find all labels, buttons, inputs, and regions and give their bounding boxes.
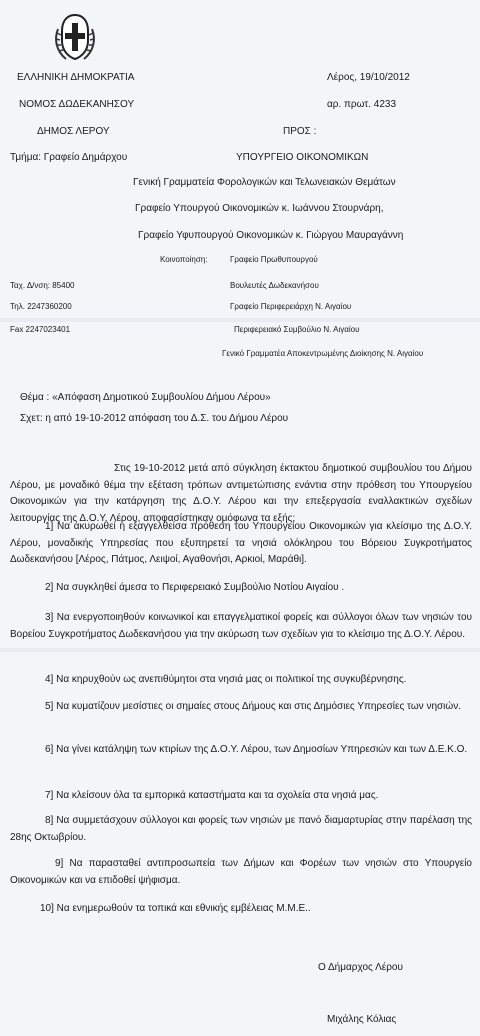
decision-item: 5] Να κυματίζουν μεσίστιες οι σημαίες στους Δήμους και στις Δημόσιες Υπηρεσίες των νησιών. [45, 701, 461, 712]
prefecture-label: ΝΟΜΟΣ ΔΩΔΕΚΑΝΗΣΟΥ [19, 99, 135, 110]
decision-item: 8] Να συμμετάσχουν σύλλογοι και φορείς των νησιών με πανό διαμαρτυρίας στην παρέλαση της 28ης Οκτωβρίου. [10, 815, 472, 843]
decision-item: 1] Να ακυρωθεί η εξαγγελθείσα πρόθεση του Υπουργείου Οικονομικών για κλείσιμο της Δ.Ο.Υ. Λέρου, μοναδικής Υπηρεσίας που εξυπηρετεί τα νησιά ολόκληρου του Βόρειου Συγκροτήματος Δωδεκανήσου [Λέρος, Πάτμος, Λειψοί, Αγαθονήσι, Αρκιοί, Μαράθι]. [10, 521, 472, 565]
decision-item: 7] Να κλείσουν όλα τα εμπορικά καταστήματα και τα σχολεία στα νησιά μας. [45, 790, 379, 801]
republic-label: ΕΛΛΗΝΙΚΗ ΔΗΜΟΚΡΑΤΙΑ [17, 72, 135, 83]
decision-item: 10] Να ενημερωθούν τα τοπικά και εθνικής εμβέλειας Μ.Μ.Ε.. [40, 903, 311, 914]
protocol-number: αρ. πρωτ. 4233 [327, 99, 397, 110]
subject-line: Θέμα : «Απόφαση Δημοτικού Συμβουλίου Δήμου Λέρου» [20, 392, 271, 403]
cc-item: Γενικό Γραμματέα Αποκεντρωμένης Διοίκησης Ν. Αιγαίου [222, 349, 424, 358]
decision-item: 4] Να κηρυχθούν ως ανεπιθύμητοι στα νησιά μας οι πολιτικοί της συγκυβέρνησης. [45, 674, 407, 685]
signature-title: Ο Δήμαρχος Λέρου [318, 962, 403, 973]
decision-item: 9] Να παρασταθεί αντιπροσωπεία των Δήμων και Φορέων των νησιών στο Υπουργείο Οικονομικών και να επιδοθεί ψήφισμα. [10, 858, 472, 886]
municipality-label: ΔΗΜΟΣ ΛΕΡΟΥ [37, 126, 110, 137]
cc-item: Γραφείο Περιφερειάρχη Ν. Αιγαίου [230, 302, 352, 311]
recipient-ministry: ΥΠΟΥΡΓΕΙΟ ΟΙΚΟΝΟΜΙΚΩΝ [236, 152, 369, 163]
to-label: ΠΡΟΣ : [283, 126, 317, 137]
intro-paragraph: Στις 19-10-2012 μετά από σύγκληση έκτακτου δημοτικού συμβουλίου του Δήμου Λέρου, με μοναδικό θέμα την εξέταση τρόπων αντιμετώπισης ενάντια στην πρόθεση του Υπουργείου Οικονομικών για την κατάργηση της Δ.Ο.Υ. Λέρου και την επεξεργασία εναλλακτικών σχεδίων λειτουργίας της Δ.Ο.Υ. Λέρου, αποφασίστηκαν ομόφωνα τα εξής: [10, 463, 472, 524]
place-date: Λέρος, 19/10/2012 [327, 72, 410, 83]
decision-item: 3] Να ενεργοποιηθούν κοινωνικοί και επαγγελματικοί φορείς και σύλλογοι όλων των νησιών του Βορείου Συγκροτήματος Δωδεκανήσου για την ακύρωση των σχεδίων για το κλείσιμο της Δ.Ο.Υ. Λέρου. [10, 612, 472, 640]
department-label: Τμήμα: Γραφείο Δημάρχου [10, 152, 128, 163]
postal-code: Ταχ. Δ/νση: 85400 [10, 281, 75, 290]
decision-item: 2] Να συγκληθεί άμεσα το Περιφερειακό Συμβούλιο Νοτίου Αιγαίου . [45, 582, 345, 593]
cc-item: Βουλευτές Δωδεκανήσου [230, 281, 319, 290]
recipient-deputy-minister: Γραφείο Υφυπουργού Οικονομικών κ. Γιώργου Μαυραγάννη [138, 230, 404, 241]
paper-fold [0, 318, 480, 322]
decision-item: 6] Να γίνει κατάληψη των κτιρίων της Δ.Ο.Υ. Λέρου, των Δημοσίων Υπηρεσιών και των Δ.Ε.Κ.Ο. [45, 744, 468, 755]
phone-number: Τηλ. 2247360200 [10, 302, 72, 311]
fax-number: Fax 2247023401 [10, 325, 71, 334]
cc-item: Περιφερειακό Συμβούλιο Ν. Αιγαίου [234, 325, 360, 334]
recipient-minister: Γραφείο Υπουργού Οικονομικών κ. Ιωάννου Στουρνάρη, [135, 203, 384, 214]
reference-line: Σχετ: η από 19-10-2012 απόφαση του Δ.Σ. του Δήμου Λέρου [20, 413, 289, 424]
paper-fold [0, 648, 480, 652]
cc-label: Κοινοποίηση: [160, 255, 208, 264]
cc-item: Γραφείο Πρωθυπουργού [230, 255, 318, 264]
recipient-secretariat: Γενική Γραμματεία Φορολογικών και Τελωνειακών Θεμάτων [133, 177, 396, 188]
coat-of-arms-icon [52, 9, 98, 63]
signature-name: Μιχάλης Κόλιας [327, 1014, 397, 1025]
